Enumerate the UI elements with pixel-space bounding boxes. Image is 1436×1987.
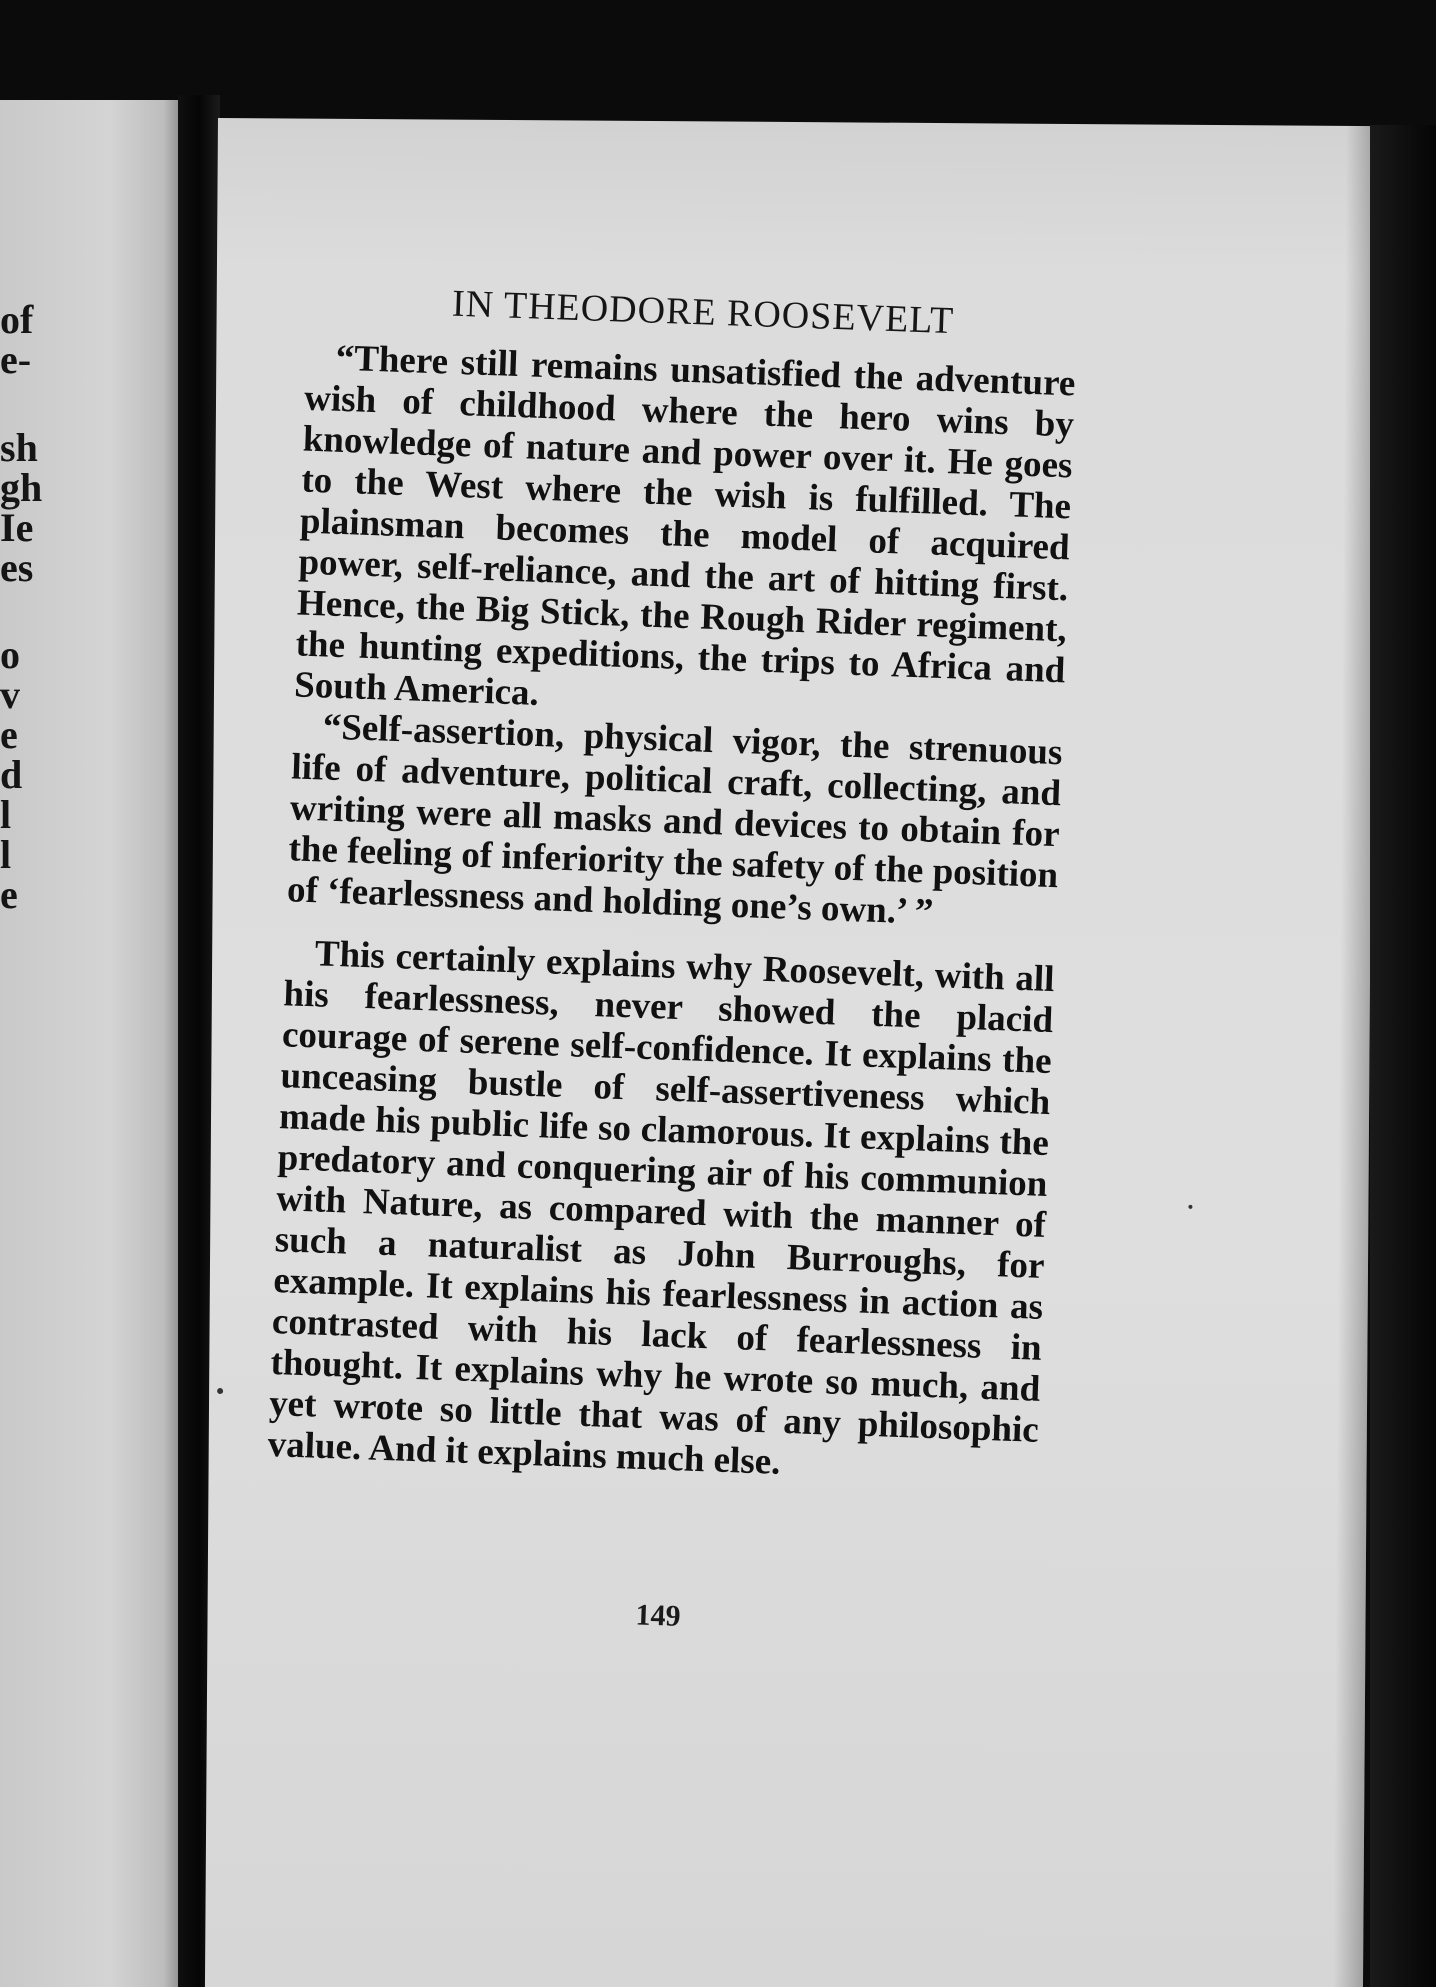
page-number: 149 [635,1598,682,1633]
left-fragment: es [0,545,34,590]
right-page-edge [1370,125,1436,1987]
scan-speck [217,1388,223,1394]
left-fragment: e- [0,337,32,382]
left-fragment: o [0,632,20,677]
left-fragment: e [0,712,18,757]
left-fragment: Ie [0,505,34,550]
running-head: IN THEODORE ROOSEVELT [451,282,955,343]
paragraph: “There still remains unsatisfied the adventure wish of childhood where the hero wins by knowledge of nature and power over it. He goes to the West where the wish is fulfilled. The plainsman becomes the model of acquired power, self-reliance, and the art of hitting first. Hence, the Big Stick, the Rough Rider regiment, the hunting expeditions, the trips to Africa and South America. [293,337,1077,714]
left-fragment: e [0,872,18,917]
left-fragment: l [0,832,12,877]
book-page [205,118,1376,1987]
left-fragment: gh [0,465,43,510]
left-page-edge [0,100,182,1987]
left-fragment: sh [0,425,38,470]
page-body [267,337,1076,1492]
left-fragment: d [0,752,23,797]
left-fragment: v [0,672,20,717]
paragraph: “Self-assertion, physical vigor, the strenuous life of adventure, political craft, collecting, and writing were all masks and devices to obtain for the feeling of inferiority the safety of the position of ‘fearlessness and holding one’s own.’ ” [286,706,1064,933]
paragraph: This certainly explains why Roosevelt, with all his fearlessness, never showed the placid courage of serene self-confidence. It explains the unceasing bustle of self-assertiveness which made his public life so clamorous. It explains the predatory and conquering air of his communion with Nature, as compared with the manner of such a naturalist as John Burroughs, for example. It explains his fearlessness in action as contrasted with his lack of fearlessness in thought. It explains why he wrote so much, and yet wrote so little that was of any philosophic value. And it explains much else. [267,933,1056,1483]
scan-speck [1188,1205,1192,1209]
left-fragment: of [0,297,34,342]
left-fragment: l [0,792,12,837]
left-page-text-fragments [0,100,182,1987]
